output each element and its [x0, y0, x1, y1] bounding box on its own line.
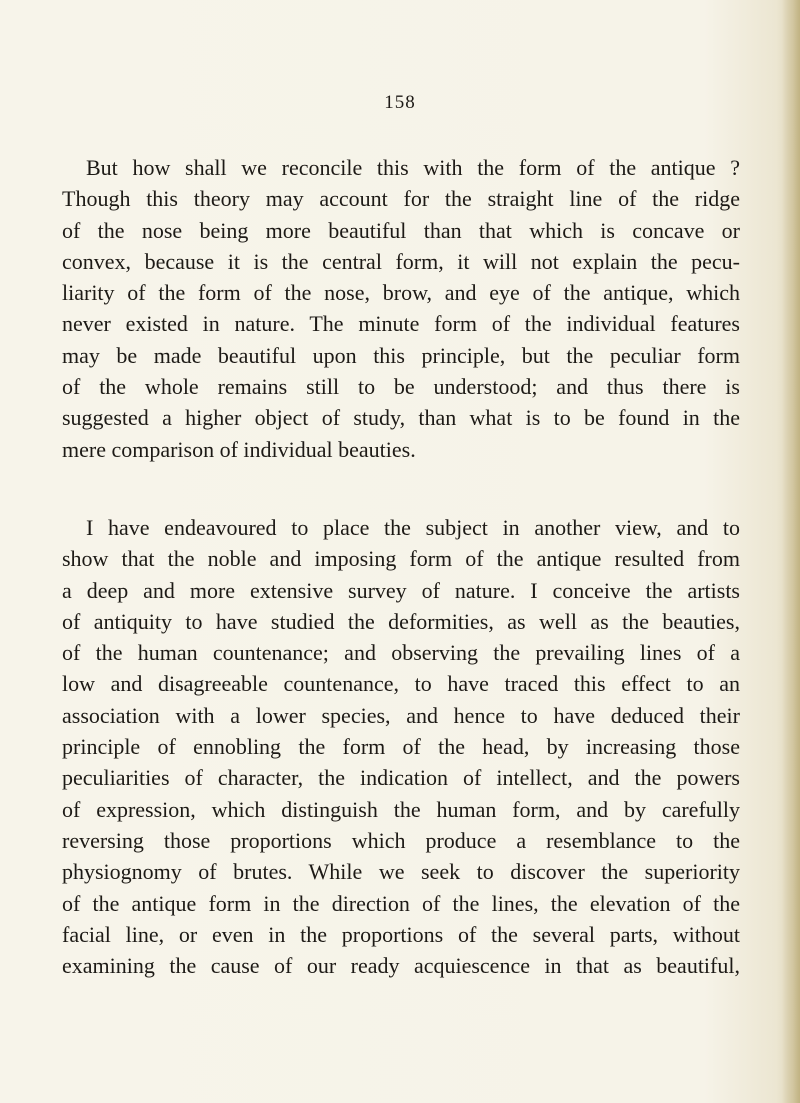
- text-line: of the nose being more beautiful than that which is concave or: [62, 217, 740, 243]
- text-line: low and disagreeable countenance, to have traced this effect to an: [62, 671, 740, 697]
- text-line: physiognomy of brutes. While we seek to discover the superiority: [62, 859, 740, 885]
- text-line: never existed in nature. The minute form of the individual features: [62, 311, 740, 337]
- paragraph-1: [62, 152, 740, 465]
- text-line: But how shall we reconcile this with the form of the antique ?: [86, 155, 740, 180]
- text-line: a deep and more extensive survey of nature. I conceive the artists: [62, 577, 740, 603]
- text-line: association with a lower species, and hence to have deduced their: [62, 702, 740, 728]
- page-edge-shadow: [782, 0, 800, 1103]
- text-line: show that the noble and imposing form of the antique resulted from: [62, 546, 740, 572]
- text-line: I have endeavoured to place the subject in another view, and to: [86, 515, 740, 540]
- text-line: Though this theory may account for the straight line of the ridge: [62, 186, 740, 212]
- text-line: of the whole remains still to be understood; and thus there is: [62, 374, 740, 400]
- text-line: principle of ennobling the form of the head, by increasing those: [62, 734, 740, 760]
- text-line: of expression, which distinguish the human form, and by carefully: [62, 796, 740, 822]
- text-line: liarity of the form of the nose, brow, and eye of the antique, which: [62, 280, 740, 306]
- text-line: of antiquity to have studied the deformities, as well as the beauties,: [62, 608, 740, 634]
- text-line: of the human countenance; and observing the prevailing lines of a: [62, 640, 740, 666]
- text-line: reversing those proportions which produce a resemblance to the: [62, 827, 740, 853]
- text-line: may be made beautiful upon this principle, but the peculiar form: [62, 342, 740, 368]
- page-number: 158: [384, 92, 416, 113]
- text-line: examining the cause of our ready acquiescence in that as beautiful,: [62, 953, 740, 979]
- text-line: mere comparison of individual beauties.: [62, 436, 416, 462]
- text-line: of the antique form in the direction of the lines, the elevation of the: [62, 890, 740, 916]
- paragraph-2: [62, 512, 740, 981]
- text-line: peculiarities of character, the indication of intellect, and the powers: [62, 765, 740, 791]
- text-line: convex, because it is the central form, it will not explain the pecu-: [62, 248, 740, 274]
- text-line: facial line, or even in the proportions of the several parts, without: [62, 921, 740, 947]
- text-line: suggested a higher object of study, than what is to be found in the: [62, 405, 740, 431]
